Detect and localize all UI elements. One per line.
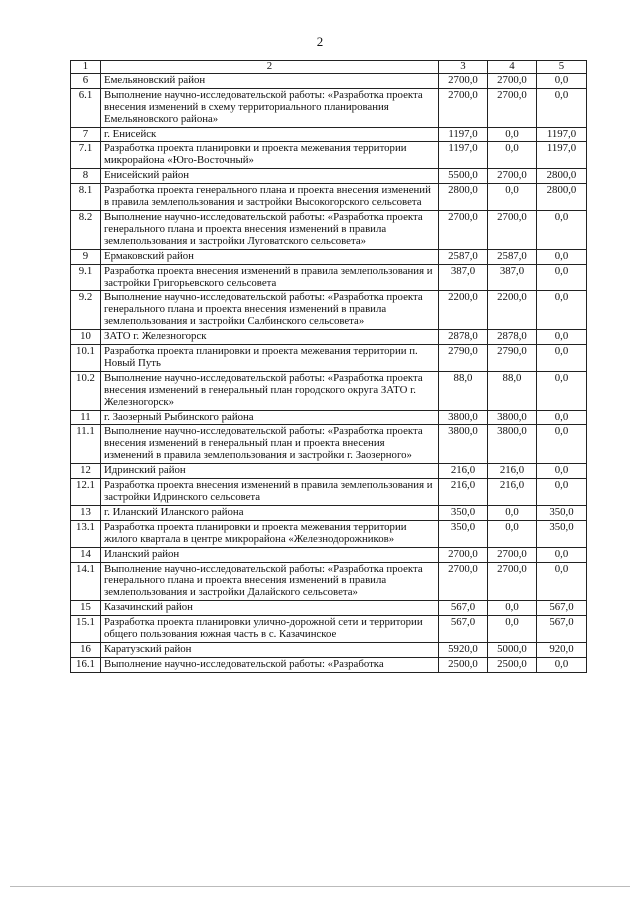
row-value-col4: 2700,0	[488, 73, 537, 88]
row-name: Выполнение научно-исследовательской работы: «Разработка проекта генерального плана и проекта внесения изменений в правила землепользования и застройки Далайского сельсовета»	[101, 562, 439, 601]
table-row	[71, 479, 587, 506]
scan-edge-line	[10, 886, 630, 887]
row-value-col4: 2500,0	[488, 657, 537, 672]
row-total: 2500,0	[439, 657, 488, 672]
row-value-col4: 0,0	[488, 127, 537, 142]
row-value-col4: 3800,0	[488, 425, 537, 464]
row-value-col4: 216,0	[488, 464, 537, 479]
row-number: 10	[71, 330, 101, 345]
row-number: 8	[71, 169, 101, 184]
table-row	[71, 264, 587, 291]
table-row	[71, 371, 587, 410]
row-number: 15	[71, 601, 101, 616]
row-name: Разработка проекта планировки и проекта межевания территории микрорайона «Юго-Восточный»	[101, 142, 439, 169]
row-name: г. Иланский Иланского района	[101, 505, 439, 520]
row-total: 1197,0	[439, 142, 488, 169]
row-value-col4: 2587,0	[488, 249, 537, 264]
row-total: 2800,0	[439, 184, 488, 211]
row-value-col4: 3800,0	[488, 410, 537, 425]
row-value-col5: 350,0	[537, 505, 587, 520]
table-row	[71, 330, 587, 345]
row-total: 5920,0	[439, 642, 488, 657]
table-row	[71, 410, 587, 425]
row-name: Разработка проекта планировки и проекта межевания территории п. Новый Путь	[101, 345, 439, 372]
table-row	[71, 291, 587, 330]
budget-table	[70, 60, 587, 673]
row-total: 2700,0	[439, 547, 488, 562]
row-number: 13	[71, 505, 101, 520]
row-total: 350,0	[439, 505, 488, 520]
table-row	[71, 73, 587, 88]
row-name: Ермаковский район	[101, 249, 439, 264]
row-number: 6	[71, 73, 101, 88]
row-value-col5: 0,0	[537, 210, 587, 249]
row-value-col5: 0,0	[537, 73, 587, 88]
row-value-col4: 0,0	[488, 520, 537, 547]
row-total: 88,0	[439, 371, 488, 410]
table-row	[71, 345, 587, 372]
row-name: Выполнение научно-исследовательской работы: «Разработка проекта внесения изменений в генеральный план городского округа ЗАТО г. Железногорск»	[101, 371, 439, 410]
page-number: 2	[316, 34, 324, 49]
row-value-col5: 0,0	[537, 479, 587, 506]
row-value-col5: 2800,0	[537, 169, 587, 184]
row-value-col4: 2700,0	[488, 210, 537, 249]
row-value-col5: 0,0	[537, 88, 587, 127]
table-body	[71, 61, 587, 673]
row-value-col5: 350,0	[537, 520, 587, 547]
row-value-col5: 0,0	[537, 657, 587, 672]
row-value-col5: 0,0	[537, 345, 587, 372]
row-total: 3800,0	[439, 425, 488, 464]
table-row	[71, 464, 587, 479]
row-value-col4: 2700,0	[488, 169, 537, 184]
row-number: 9.2	[71, 291, 101, 330]
row-number: 7.1	[71, 142, 101, 169]
row-total: 2790,0	[439, 345, 488, 372]
row-total: 1197,0	[439, 127, 488, 142]
table-row	[71, 210, 587, 249]
row-number: 7	[71, 127, 101, 142]
row-name: г. Заозерный Рыбинского района	[101, 410, 439, 425]
row-value-col4: 2700,0	[488, 88, 537, 127]
row-number: 16	[71, 642, 101, 657]
row-value-col5: 920,0	[537, 642, 587, 657]
row-value-col5: 0,0	[537, 330, 587, 345]
row-value-col4: 216,0	[488, 479, 537, 506]
table-row	[71, 616, 587, 643]
row-total: 216,0	[439, 464, 488, 479]
row-name: Выполнение научно-исследовательской работы: «Разработка проекта внесения изменений в генеральный план и проекта внесения изменений в правила землепользования и застройки г. Заозерного»	[101, 425, 439, 464]
row-value-col4: 0,0	[488, 601, 537, 616]
row-value-col5: 0,0	[537, 425, 587, 464]
row-total: 216,0	[439, 479, 488, 506]
table-row	[71, 642, 587, 657]
row-number: 12	[71, 464, 101, 479]
row-total: 567,0	[439, 616, 488, 643]
row-name: Идринский район	[101, 464, 439, 479]
row-number: 10.2	[71, 371, 101, 410]
row-value-col5: 2800,0	[537, 184, 587, 211]
table-row	[71, 520, 587, 547]
row-value-col5: 0,0	[537, 291, 587, 330]
row-value-col4: 0,0	[488, 616, 537, 643]
row-value-col5: 567,0	[537, 616, 587, 643]
row-number: 10.1	[71, 345, 101, 372]
row-value-col5: 0,0	[537, 562, 587, 601]
row-number: 9.1	[71, 264, 101, 291]
row-total: 2700,0	[439, 562, 488, 601]
row-name: Выполнение научно-исследовательской работы: «Разработка проекта генерального плана и проекта внесения изменений в правила землепользования и застройки Луговатского сельсовета»	[101, 210, 439, 249]
row-value-col5: 0,0	[537, 371, 587, 410]
row-total: 350,0	[439, 520, 488, 547]
table-row	[71, 88, 587, 127]
table-row	[71, 601, 587, 616]
row-number: 14.1	[71, 562, 101, 601]
row-number: 11	[71, 410, 101, 425]
table-row	[71, 127, 587, 142]
row-name: Разработка проекта внесения изменений в правила землепользования и застройки Григорьевского сельсовета	[101, 264, 439, 291]
row-value-col4: 0,0	[488, 184, 537, 211]
row-name: Выполнение научно-исследовательской работы: «Разработка проекта генерального плана и проекта внесения изменений в правила землепользования и застройки Салбинского сельсовета»	[101, 291, 439, 330]
header-col-1: 1	[71, 61, 101, 74]
table-row	[71, 505, 587, 520]
row-name: Выполнение научно-исследовательской работы: «Разработка	[101, 657, 439, 672]
row-value-col5: 1197,0	[537, 142, 587, 169]
row-number: 11.1	[71, 425, 101, 464]
row-number: 8.1	[71, 184, 101, 211]
table-row	[71, 142, 587, 169]
row-total: 5500,0	[439, 169, 488, 184]
row-value-col4: 387,0	[488, 264, 537, 291]
table-row	[71, 169, 587, 184]
row-number: 6.1	[71, 88, 101, 127]
row-value-col4: 2700,0	[488, 562, 537, 601]
row-value-col4: 5000,0	[488, 642, 537, 657]
table-row	[71, 547, 587, 562]
row-total: 387,0	[439, 264, 488, 291]
row-name: г. Енисейск	[101, 127, 439, 142]
row-name: Енисейский район	[101, 169, 439, 184]
row-name: Разработка проекта генерального плана и проекта внесения изменений в правила землепользования и застройки Высокогорского сельсовета	[101, 184, 439, 211]
row-value-col5: 567,0	[537, 601, 587, 616]
header-col-2: 2	[101, 61, 439, 74]
table-row	[71, 657, 587, 672]
row-value-col4: 2878,0	[488, 330, 537, 345]
row-total: 2587,0	[439, 249, 488, 264]
row-value-col5: 0,0	[537, 410, 587, 425]
row-number: 12.1	[71, 479, 101, 506]
row-value-col4: 88,0	[488, 371, 537, 410]
row-total: 2700,0	[439, 88, 488, 127]
header-col-5: 5	[537, 61, 587, 74]
row-number: 13.1	[71, 520, 101, 547]
header-col-4: 4	[488, 61, 537, 74]
row-total: 2700,0	[439, 73, 488, 88]
row-name: Разработка проекта внесения изменений в правила землепользования и застройки Идринского сельсовета	[101, 479, 439, 506]
table-row	[71, 184, 587, 211]
row-total: 567,0	[439, 601, 488, 616]
table-row	[71, 562, 587, 601]
row-name: Выполнение научно-исследовательской работы: «Разработка проекта внесения изменений в схему территориального планирования Емельяновского района»	[101, 88, 439, 127]
row-value-col5: 0,0	[537, 464, 587, 479]
table-row	[71, 249, 587, 264]
row-value-col4: 0,0	[488, 142, 537, 169]
row-value-col5: 0,0	[537, 547, 587, 562]
row-number: 9	[71, 249, 101, 264]
row-value-col4: 2200,0	[488, 291, 537, 330]
row-name: Каратузский район	[101, 642, 439, 657]
table-header-row	[71, 61, 587, 74]
header-col-3: 3	[439, 61, 488, 74]
row-name: Разработка проекта планировки улично-дорожной сети и территории общего пользования южная часть в с. Казачинское	[101, 616, 439, 643]
row-name: Разработка проекта планировки и проекта межевания территории жилого квартала в центре микрорайона «Железнодорожников»	[101, 520, 439, 547]
row-value-col5: 1197,0	[537, 127, 587, 142]
row-name: Емельяновский район	[101, 73, 439, 88]
row-number: 15.1	[71, 616, 101, 643]
row-number: 8.2	[71, 210, 101, 249]
row-number: 16.1	[71, 657, 101, 672]
row-value-col4: 2790,0	[488, 345, 537, 372]
row-name: Иланский район	[101, 547, 439, 562]
row-name: ЗАТО г. Железногорск	[101, 330, 439, 345]
row-number: 14	[71, 547, 101, 562]
row-name: Казачинский район	[101, 601, 439, 616]
row-total: 2878,0	[439, 330, 488, 345]
row-value-col4: 0,0	[488, 505, 537, 520]
row-value-col4: 2700,0	[488, 547, 537, 562]
row-total: 2700,0	[439, 210, 488, 249]
row-total: 2200,0	[439, 291, 488, 330]
row-value-col5: 0,0	[537, 264, 587, 291]
row-value-col5: 0,0	[537, 249, 587, 264]
row-total: 3800,0	[439, 410, 488, 425]
table-row	[71, 425, 587, 464]
